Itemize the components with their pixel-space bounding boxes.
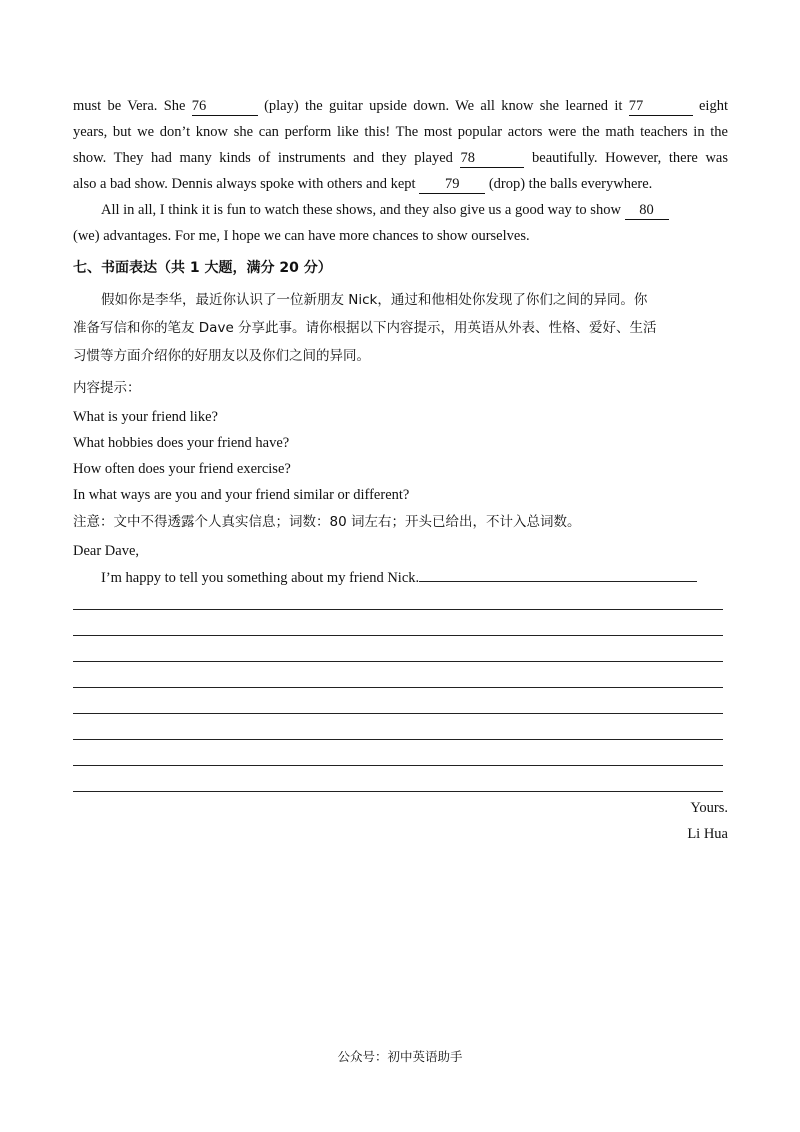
note-line: 注意：文中不得透露个人真实信息；词数：80 词左右；开头已给出，不计入总词数。 — [73, 514, 581, 530]
passage-text: must be Vera. She — [73, 98, 192, 114]
letter-closing: Yours. — [690, 800, 728, 816]
letter-signature: Li Hua — [687, 826, 728, 842]
writing-line[interactable] — [73, 765, 723, 766]
blank-80: 80 — [625, 202, 669, 220]
writing-line[interactable] — [73, 635, 723, 636]
writing-line[interactable] — [73, 687, 723, 688]
blank-78: 78 — [460, 150, 524, 168]
blank-77: 77 — [629, 98, 693, 116]
writing-line[interactable] — [73, 739, 723, 740]
writing-line[interactable] — [73, 609, 723, 610]
writing-line[interactable] — [419, 567, 697, 582]
passage-line-6: (we) advantages. For me, I hope we can have more chances to show ourselves. — [73, 228, 530, 244]
tips-label: 内容提示： — [73, 380, 141, 396]
instruction-line-2: 准备写信和你的笔友 Dave 分享此事。请你根据以下内容提示，用英语从外表、性格、爱好、生活 — [73, 320, 657, 336]
blank-79: 79 — [419, 176, 485, 194]
page-footer: 公众号：初中英语助手 — [337, 1049, 463, 1064]
passage-line-4 — [73, 174, 728, 194]
passage-text: eight — [692, 98, 728, 114]
prompt-question: What hobbies does your friend have? — [73, 435, 290, 451]
prompt-question: In what ways are you and your friend similar or different? — [73, 487, 410, 503]
writing-line[interactable] — [73, 791, 723, 792]
section-heading: 七、书面表达（共 1 大题，满分 20 分） — [73, 260, 332, 276]
passage-text: All in all, I think it is fun to watch these shows, and they also give us a good way to show — [101, 202, 625, 218]
letter-opening-line — [101, 567, 723, 588]
passage-line-2: years, but we don’t know she can perform like this! The most popular actors were the math teachers in the — [73, 124, 728, 140]
instruction-line-1: 假如你是李华，最近你认识了一位新朋友 Nick，通过和他相处你发现了你们之间的异同。你 — [101, 292, 648, 308]
passage-text: show. They had many kinds of instruments and they played — [73, 150, 461, 166]
passage-line-5 — [101, 200, 728, 220]
prompt-question: What is your friend like? — [73, 409, 218, 425]
letter-greeting: Dear Dave, — [73, 543, 140, 559]
prompt-question: How often does your friend exercise? — [73, 461, 291, 477]
passage-line-3 — [73, 148, 728, 168]
writing-line[interactable] — [73, 713, 723, 714]
passage-text: (play) the guitar upside down. We all know she learned it — [257, 98, 629, 114]
instruction-line-3: 习惯等方面介绍你的好朋友以及你们之间的异同。 — [73, 348, 370, 364]
letter-opening-text: I’m happy to tell you something about my friend Nick. — [101, 570, 420, 586]
passage-text: also a bad show. Dennis always spoke with others and kept — [73, 176, 420, 192]
passage-text: (drop) the balls everywhere. — [485, 176, 653, 192]
writing-line[interactable] — [73, 661, 723, 662]
blank-76: 76 — [192, 98, 258, 116]
passage-text: beautifully. However, there was — [524, 150, 728, 166]
passage-line-1 — [73, 96, 728, 116]
